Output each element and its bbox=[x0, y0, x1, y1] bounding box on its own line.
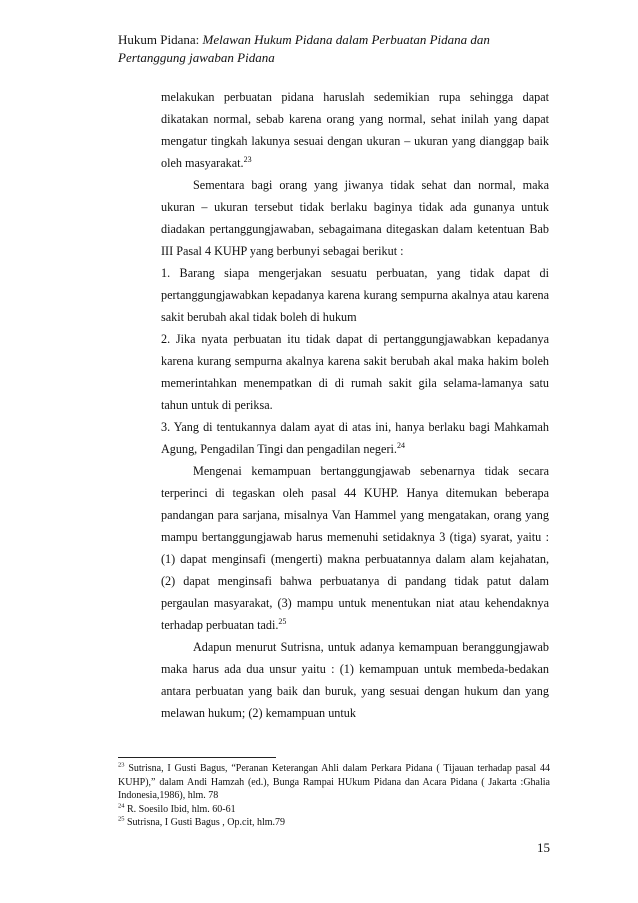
footnote-number: 24 bbox=[118, 802, 125, 810]
footnote-ref-24[interactable]: 24 bbox=[396, 440, 405, 450]
list-item-1: 1. Barang siapa mengerjakan sesuatu perbuatan, yang tidak dapat di pertanggungjawabkan kepadanya karena kurang sempurna akalnya atau karena sakit berubah akal tidak boleh di hukum bbox=[161, 266, 549, 324]
header-prefix: Hukum Pidana: bbox=[118, 32, 203, 47]
paragraph-3-text: Mengenai kemampuan bertanggungjawab sebenarnya tidak secara terperinci di tegaskan oleh pasal 44 KUHP. Hanya ditemukan beberapa pandangan para sarjana, misalnya Van Hammel yang mengatakan, orang yang mampu bertanggungjawab harus memenuhi setidaknya 3 (tiga) syarat, yaitu : (1) dapat menginsafi (mengerti) makna perbuatannya dalam alam kejahatan, (2) dapat menginsafi bahwa perbuatanya di pandang tidak patut dalam pergaulan masyarakat, (3) mampu untuk menentukan niat atau kehendaknya terhadap perbuatan tadi. bbox=[161, 464, 549, 632]
header-title: Melawan Hukum Pidana dalam Perbuatan Pidana dan Pertanggung jawaban Pidana bbox=[118, 32, 490, 65]
footnote-ref-25[interactable]: 25 bbox=[278, 616, 287, 626]
footnote-24 bbox=[118, 803, 550, 817]
footnote-text: Sutrisna, I Gusti Bagus , Op.cit, hlm.79 bbox=[124, 817, 286, 828]
footnote-text: Sutrisna, I Gusti Bagus, “Peranan Keterangan Ahli dalam Perkara Pidana ( Tijauan terhadap pasal 44 KUHP),” dalam Andi Hamzah (ed.), Bunga Rampai HUkum Pidana dan Acara Pidana ( Jakarta :Ghalia Indonesia,1986), hlm. 78 bbox=[118, 763, 550, 801]
paragraph-2: Sementara bagi orang yang jiwanya tidak sehat dan normal, maka ukuran – ukuran tersebut tidak berlaku baginya tidak ada gunanya untuk diadakan pertanggungjawaban, sebagaimana ditegaskan dalam ketentuan Bab III Pasal 4 KUHP yang berbunyi sebagai berikut : bbox=[161, 178, 549, 258]
list-item-3-text: 3. Yang di tentukannya dalam ayat di atas ini, hanya berlaku bagi Mahkamah Agung, Pengadilan Tingi dan pengadilan negeri. bbox=[161, 420, 549, 456]
paragraph-1-text: melakukan perbuatan pidana haruslah sedemikian rupa sehingga dapat dikatakan normal, sebab karena orang yang normal, sehat inilah yang dapat mengatur tingkah lakunya sesuai dengan ukuran – ukuran yang dianggap baik oleh masyarakat. bbox=[161, 90, 549, 170]
footnotes bbox=[118, 762, 550, 830]
list-item-2: 2. Jika nyata perbuatan itu tidak dapat di pertanggungjawabkan kepadanya karena kurang sempurna akalnya karena sakit berubah akal maka hakim boleh memerintahkan menempatkan di di rumah sakit gila selama-lamanya satu tahun untuk di periksa. bbox=[161, 332, 549, 412]
body-text bbox=[161, 86, 549, 724]
footnote-number: 23 bbox=[118, 761, 125, 769]
footnote-23 bbox=[118, 762, 550, 803]
paragraph-1 bbox=[161, 86, 549, 174]
footnote-number: 25 bbox=[118, 815, 125, 823]
footnote-divider bbox=[118, 757, 276, 758]
page-number: 15 bbox=[537, 840, 550, 855]
running-header bbox=[118, 31, 558, 67]
list-item-3 bbox=[161, 416, 549, 460]
footnote-text: R. Soesilo Ibid, hlm. 60-61 bbox=[124, 803, 236, 815]
paragraph-3 bbox=[161, 460, 549, 636]
footnote-25 bbox=[118, 816, 550, 830]
paragraph-4: Adapun menurut Sutrisna, untuk adanya kemampuan beranggungjawab maka harus ada dua unsur yaitu : (1) kemampuan untuk membeda-bedakan antara perbuatan yang baik dan buruk, yang sesuai dengan hukum dan yang melawan hukum; (2) kemampuan untuk bbox=[161, 640, 549, 720]
footnote-ref-23[interactable]: 23 bbox=[243, 154, 252, 164]
